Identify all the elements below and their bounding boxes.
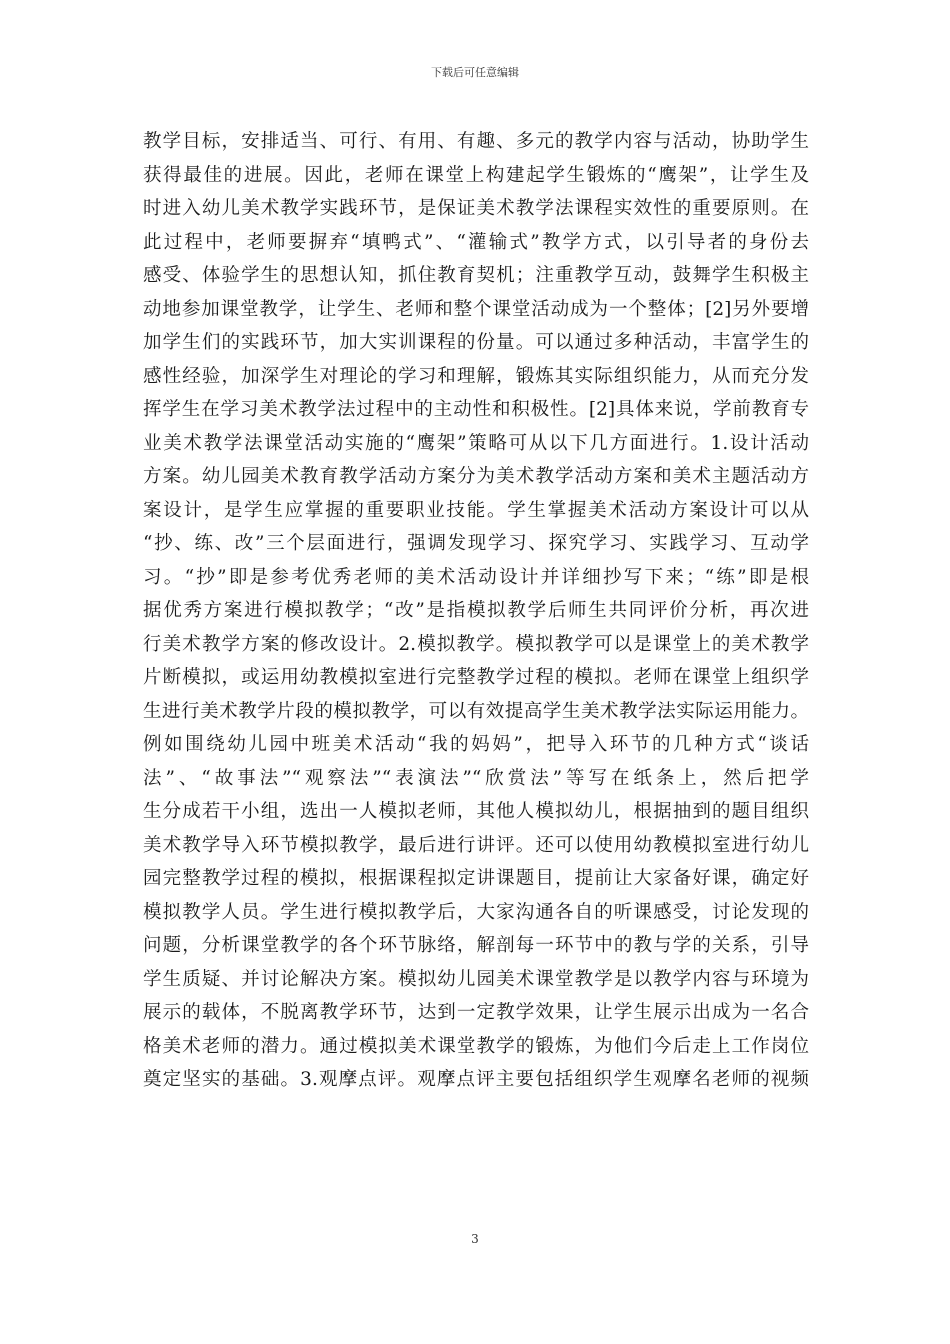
text-line: 例如围绕幼儿园中班美术活动“我的妈妈”，把导入环节的几种方式“谈话: [143, 734, 809, 755]
text-line: 学生质疑、并讨论解决方案。模拟幼儿园美术课堂教学是以教学内容与环境为: [143, 968, 809, 990]
text-line: 模拟教学人员。学生进行模拟教学后，大家沟通各自的听课感受，讨论发现的: [143, 901, 809, 923]
text-line: 感性经验，加深学生对理论的学习和理解，锻炼其实际组织能力，从而充分发: [143, 365, 809, 387]
document-body: [143, 125, 809, 1097]
page-number: 3: [471, 1232, 479, 1246]
text-line: 加学生们的实践环节，加大实训课程的份量。可以通过多种活动，丰富学生的: [143, 332, 809, 353]
text-line: 美术教学导入环节模拟教学，最后进行讲评。还可以使用幼教模拟室进行幼儿: [143, 834, 809, 856]
text-line: 时进入幼儿美术教学实践环节，是保证美术教学法课程实效性的重要原则。在: [143, 198, 809, 219]
text-line: 展示的载体，不脱离教学环节，达到一定教学效果，让学生展示出成为一名合: [143, 1002, 809, 1023]
text-line: 挥学生在学习美术教学法过程中的主动性和积极性。[2]具体来说，学前教育专: [143, 399, 809, 420]
text-line: 园完整教学过程的模拟，根据课程拟定讲课题目，提前让大家备好课，确定好: [143, 868, 809, 889]
text-line: 动地参加课堂教学，让学生、老师和整个课堂活动成为一个整体；[2]另外要增: [143, 298, 809, 320]
text-line: 生进行美术教学片段的模拟教学，可以有效提高学生美术教学法实际运用能力。: [143, 700, 809, 722]
text-line: 感受、体验学生的思想认知，抓住教育契机；注重教学互动，鼓舞学生积极主: [143, 265, 809, 286]
text-line: 业美术教学法课堂活动实施的“鹰架”策略可从以下几方面进行。1.设计活动: [143, 432, 809, 454]
text-line: 问题，分析课堂教学的各个环节脉络，解剖每一环节中的教与学的关系，引导: [143, 935, 809, 956]
text-line: 格美术老师的潜力。通过模拟美术课堂教学的锻炼，为他们今后走上工作岗位: [143, 1035, 809, 1057]
text-line: 行美术教学方案的修改设计。2.模拟教学。模拟教学可以是课堂上的美术教学: [143, 633, 809, 655]
text-line: 教学目标，安排适当、可行、有用、有趣、多元的教学内容与活动，协助学生: [143, 131, 809, 152]
text-line: 方案。幼儿园美术教育教学活动方案分为美术教学活动方案和美术主题活动方: [143, 466, 809, 487]
text-line: 案设计，是学生应掌握的重要职业技能。学生掌握美术活动方案设计可以从: [143, 499, 809, 521]
text-line: 法”、“故事法”“观察法”“表演法”“欣赏法”等写在纸条上，然后把学: [143, 767, 809, 789]
text-line: 此过程中，老师要摒弃“填鸭式”、“灌输式”教学方式，以引导者的身份去: [143, 231, 809, 253]
text-line: 获得最佳的进展。因此，老师在课堂上构建起学生锻炼的“鹰架”，让学生及: [143, 164, 809, 186]
text-line: 生分成若干小组，选出一人模拟老师，其他人模拟幼儿，根据抽到的题目组织: [143, 801, 809, 822]
text-line: “抄、练、改”三个层面进行，强调发现学习、探究学习、实践学习、互动学: [143, 533, 809, 554]
text-line: 片断模拟，或运用幼教模拟室进行完整教学过程的模拟。老师在课堂上组织学: [143, 667, 809, 688]
text-line: 奠定坚实的基础。3.观摩点评。观摩点评主要包括组织学生观摩名老师的视频: [143, 1069, 809, 1090]
text-line: 习。“抄”即是参考优秀老师的美术活动设计并详细抄写下来；“练”即是根: [143, 566, 809, 588]
text-line: 据优秀方案进行模拟教学；“改”是指模拟教学后师生共同评价分析，再次进: [143, 600, 809, 621]
page-header: 下载后可任意编辑: [431, 66, 519, 79]
